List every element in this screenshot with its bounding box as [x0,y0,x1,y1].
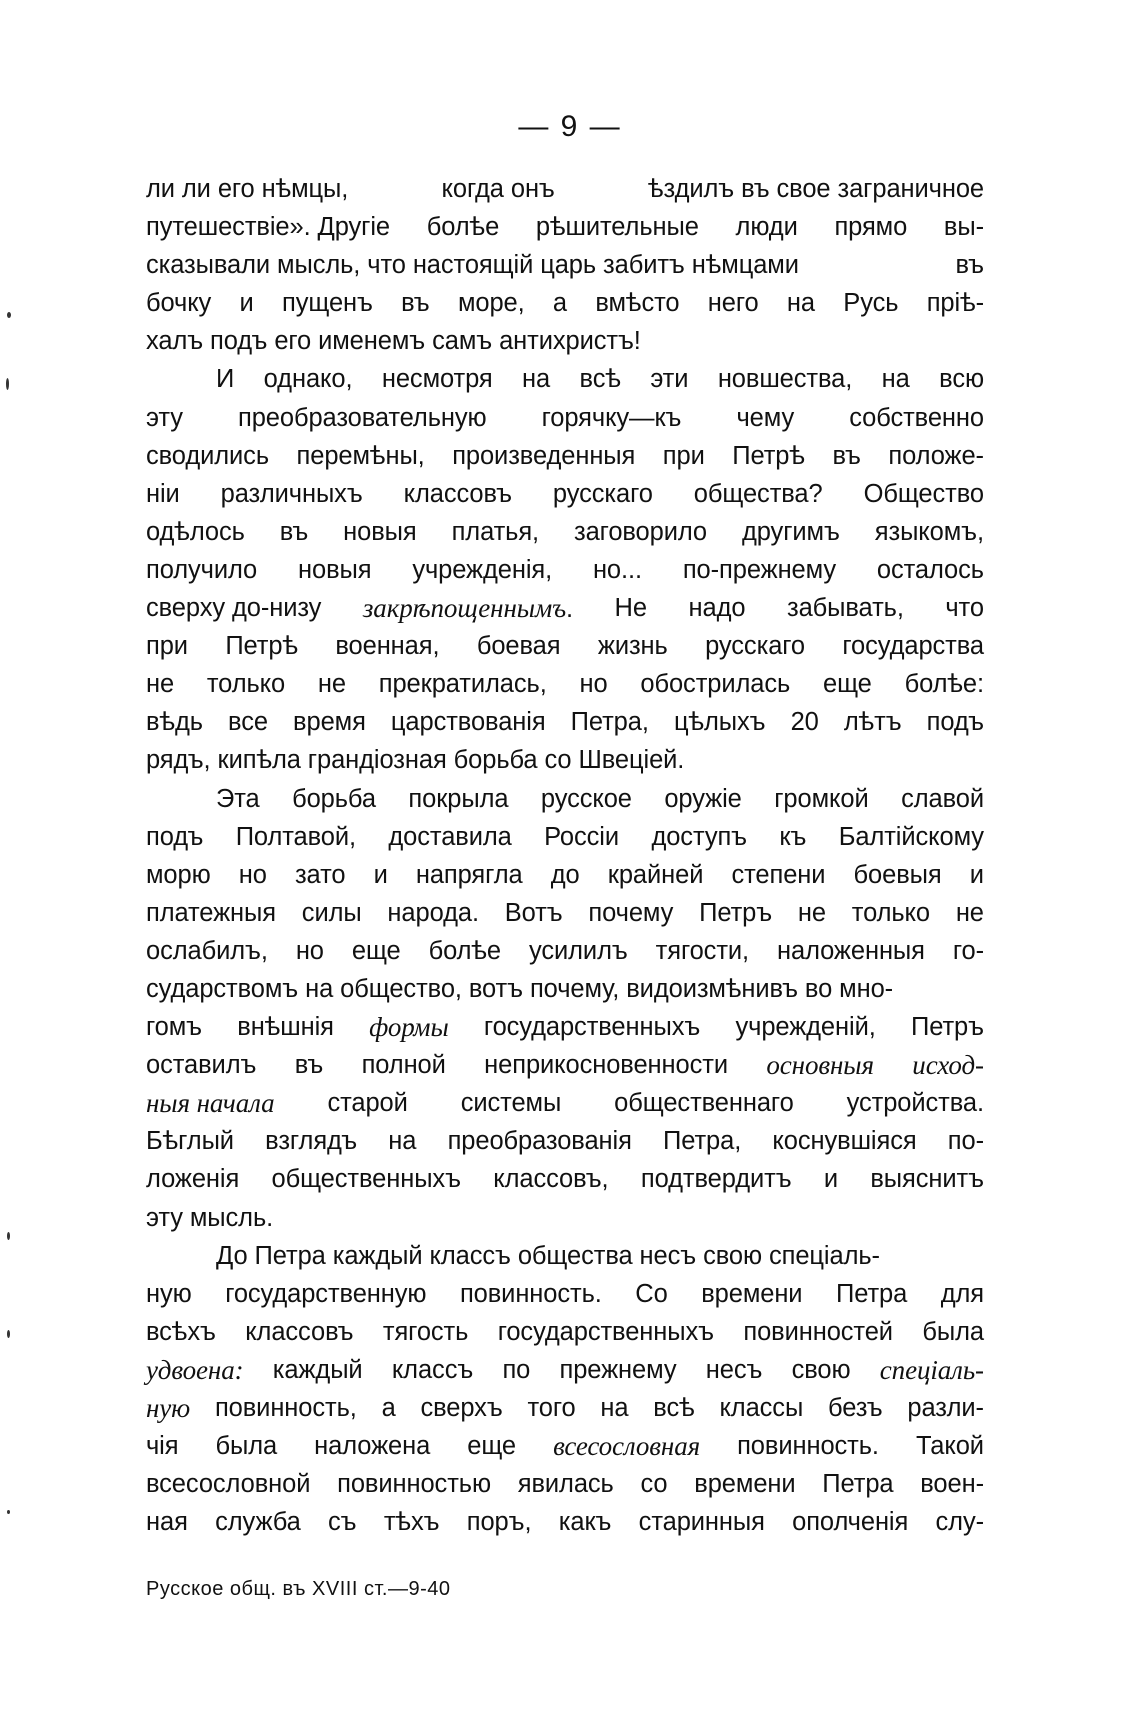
text-line [146,1237,984,1275]
scan-speck [7,1232,10,1240]
text-line [146,1008,984,1046]
text-word: учрежденія, [412,555,553,584]
text-word: степени [731,860,826,889]
text-word: ныя начала [146,1088,275,1119]
text-word: повинность. [459,1279,602,1308]
text-word: морю [146,860,211,889]
text-word: чія [146,1432,179,1461]
text-word: русское [540,784,632,813]
text-word: основныя [766,1050,874,1081]
text-word: всѣхъ [146,1317,216,1346]
text-line [146,1427,984,1465]
text-word: какъ [558,1508,612,1537]
text-line [146,399,984,437]
text-line [146,780,984,818]
text-word: въ [279,517,309,546]
text-word: системы [460,1089,562,1118]
text-word: въ [401,289,430,318]
text-word: надо [688,594,746,623]
text-word: на [522,365,551,394]
text-line [146,437,984,475]
text-word: государственную [225,1279,427,1308]
text-word: наложенныя [777,936,925,965]
text-word: Петръ [910,1013,984,1042]
text-word: всѣ [653,1394,695,1422]
text-line [146,894,984,932]
text-word: вѣдь [146,708,203,737]
text-word: государственныхъ [497,1317,714,1346]
text-word: и [239,289,254,318]
text-word: рядъ, кипѣла грандіозная борьба со Швеціей. [146,746,685,775]
text-line [146,208,984,246]
text-word: классовъ [403,479,512,508]
text-word: но [579,670,608,699]
text-word: доставила [388,822,512,851]
text-word: выяснитъ [870,1165,984,1194]
text-line [146,856,984,894]
text-word: только [206,670,286,699]
text-word: Полтавой, [235,822,356,851]
text-word: внѣшнія [237,1013,334,1042]
text-word: несмотря [381,365,493,394]
text-word: различныхъ [220,479,363,508]
text-line [146,589,984,627]
text-word: тягости, [655,936,750,965]
text-word: ѣздилъ въ свое заграничное [648,175,984,203]
text-word: одѣлось [146,517,245,546]
text-word: До Петра каждый классъ общества несъ свою спеціаль- [216,1241,880,1270]
text-word: славой [901,784,984,813]
text-word: классъ [391,1355,474,1384]
scan-speck [7,1330,10,1338]
text-word: лѣтъ [843,708,902,737]
text-word: русскаго [552,479,653,508]
text-word: эту [146,403,183,432]
text-line [146,322,984,360]
text-word: только [851,898,930,927]
scan-speck [7,312,11,318]
text-word: собственно [849,403,984,432]
text-word: пріѣ- [926,289,984,318]
text-word: а [381,1394,396,1422]
text-word: всю [939,365,984,394]
text-line [146,1122,984,1160]
text-line [146,1275,984,1313]
text-word: ную [146,1393,191,1423]
text-word: классовъ [245,1317,354,1346]
text-word: крайней [607,860,704,889]
text-line [146,1313,984,1351]
text-word: Не [614,594,647,623]
text-word: каждый [272,1355,363,1384]
text-line [146,1046,984,1084]
text-word: когда онъ [441,175,555,203]
text-line [146,170,984,208]
text-word: подъ [146,822,204,851]
text-word: покрыла [408,784,509,813]
text-word: въ [294,1051,324,1080]
text-word: того [527,1394,576,1422]
text-word: Балтійскому [838,822,984,851]
text-word: оставилъ [146,1051,257,1080]
text-word: общественныхъ [271,1165,461,1194]
text-word: ополченія [792,1508,909,1537]
text-word: исход- [912,1050,984,1081]
text-word: не [146,670,175,699]
text-word: языкомъ, [874,517,984,546]
text-word: военная, [335,632,440,661]
text-word: И [216,365,235,394]
text-word: русскаго [705,632,806,661]
text-word: болѣе: [904,670,984,699]
text-word: на [881,365,910,394]
text-word: перемѣны, [296,441,425,470]
text-word: го- [952,936,984,965]
text-word: преобразованія [447,1127,632,1156]
text-word: разли- [907,1394,984,1422]
text-word: но... [592,555,642,584]
text-word: не [955,898,984,927]
text-word: жизнь [597,632,668,661]
text-word: наложена [314,1432,431,1461]
text-word: напрягла [415,860,523,889]
text-word: новыя [343,517,417,546]
text-word: свою [791,1355,851,1384]
text-word: Петра [822,1470,894,1499]
text-line [146,1465,984,1503]
text-word: ную [146,1279,192,1308]
text-word: положе- [888,441,984,470]
text-line [146,970,984,1008]
text-word: повинность, [214,1394,357,1422]
text-word: съ [328,1508,357,1537]
text-line [146,1389,984,1427]
text-word: коснувшіяся [772,1127,917,1156]
text-word: и [823,1165,839,1194]
text-word: забывать, [786,594,904,623]
text-word: ложенія [146,1165,240,1194]
text-word: на [600,1394,629,1422]
text-word: Петрѣ [225,632,298,661]
text-word: времени [694,1470,796,1499]
text-word: подъ [926,708,984,737]
text-line [146,360,984,398]
text-word: старой [327,1089,408,1118]
text-word: народа. [387,898,479,927]
text-word: при [146,632,188,661]
text-line [146,932,984,970]
text-word: классы [719,1394,804,1422]
text-word: море, [457,289,525,318]
text-word: осталось [876,555,984,584]
text-word: при [662,441,705,470]
text-word: боевая [476,632,561,661]
text-word: ніи [146,479,180,508]
text-word: другимъ [741,517,840,546]
text-word: несъ [705,1355,763,1384]
text-word: бочку [146,289,212,318]
text-word: гомъ [146,1013,202,1042]
text-word: боевыя [853,860,942,889]
text-word: Русь [843,289,899,318]
text-word: почему [588,898,674,927]
text-word: оружіе [664,784,742,813]
text-word: и [969,860,984,889]
text-word: по-прежнему [682,555,837,584]
text-word: на [388,1127,417,1156]
text-word: халъ подъ его именемъ самъ антихристъ! [146,327,641,356]
text-word: него [707,289,759,318]
text-word: но [238,860,267,889]
text-word: Петръ [699,898,773,927]
text-word: поръ, [466,1508,532,1537]
text-word: вы- [943,213,984,242]
text-line [146,1160,984,1198]
text-word: цѣлыхъ [673,708,766,737]
text-word: до [550,860,580,889]
text-word: къ [779,822,807,851]
text-word: повинность. [737,1432,879,1461]
text-line [146,703,984,741]
text-word: Россіи [544,822,620,851]
text-line [146,246,984,284]
text-word: спеціаль- [879,1354,984,1385]
text-word: чему [736,403,795,432]
text-word: болѣе [428,936,502,965]
text-word: была [922,1317,984,1346]
text-word: громкой [774,784,869,813]
text-word: Петрѣ [732,441,805,470]
text-word: пущенъ [282,289,373,318]
text-line [146,665,984,703]
text-word: еще [823,670,872,699]
text-word: Такой [915,1432,984,1461]
text-word: Эта [216,784,260,813]
text-word: неприкосновенности [484,1051,728,1080]
text-word: ли ли его нѣмцы, [146,175,349,203]
text-word: явилась [517,1470,614,1499]
text-word: полной [361,1051,446,1080]
text-word: Петра, [570,708,649,737]
page-number: — 9 — [518,110,622,143]
text-line [146,627,984,665]
text-word: тѣхъ [383,1508,440,1537]
text-word: зато [294,860,346,889]
text-word: а [552,289,568,318]
text-word: взглядъ [265,1127,358,1156]
text-word: Петра [835,1279,908,1308]
text-word: общественнаго [614,1089,794,1118]
text-word: воен- [920,1470,984,1499]
text-word: эту мысль. [146,1203,274,1232]
text-line [146,818,984,856]
text-word: однако, [263,365,353,394]
footer-signature: Русское общ. въ XVIII ст.—9-40 [146,1578,451,1600]
text-word: тягость [382,1317,469,1346]
text-word: путешествіе». Другіе [146,213,391,242]
text-word: люди [735,213,798,242]
text-word: служба [215,1508,301,1537]
text-line [146,475,984,513]
text-word: въ [955,251,984,280]
text-line [146,284,984,322]
text-word: еще [467,1432,517,1461]
text-word: государства [842,632,984,661]
text-word: вмѣсто [595,289,680,318]
text-word: Общество [863,479,984,508]
scan-speck [7,1510,10,1514]
text-word: Бѣглый [146,1127,234,1156]
text-word: старинныя [638,1508,765,1537]
text-word: доступъ [651,822,748,851]
text-word: повинностей [743,1317,893,1346]
text-word: и [373,860,388,889]
text-word: безъ [828,1394,883,1422]
text-word: горячку—къ [541,403,682,432]
text-word: слу- [935,1508,984,1537]
text-word: что [945,594,984,623]
text-word: но [295,936,324,965]
text-word: сверху до-низу [146,594,322,623]
text-word: закрѣпощеннымъ. [362,593,573,624]
text-word: болѣе [426,213,500,242]
scan-speck [6,378,9,390]
text-word: всесословная [553,1431,701,1462]
text-word: Со [635,1279,668,1308]
text-word: получило [146,555,258,584]
text-word: Петра, [663,1127,742,1156]
text-line [146,1084,984,1122]
text-word: сводились [146,441,270,470]
text-word: сверхъ [420,1394,503,1422]
text-word: платья, [451,517,540,546]
text-word: сударствомъ на общество, вотъ почему, видоизмѣнивъ во мно- [146,974,894,1003]
text-word: новшества, [717,365,853,394]
text-word: была [215,1432,278,1461]
text-word: царствованія [390,708,546,737]
text-word: Вотъ [504,898,563,927]
text-word: государственныхъ [483,1013,701,1042]
text-word: прежнему [559,1355,677,1384]
text-word: время [293,708,366,737]
text-word: обострилась [640,670,791,699]
text-word: прекратилась, [378,670,547,699]
text-word: 20 [790,708,819,737]
text-word: преобразовательную [237,403,487,432]
text-word: не [317,670,346,699]
text-word: силы [301,898,362,927]
text-word: произведенныя [452,441,636,470]
text-word: все [228,708,268,737]
text-line [146,1351,984,1389]
text-word: въ [832,441,861,470]
text-word: борьба [292,784,376,813]
text-word: не [797,898,826,927]
body-text [146,170,984,1541]
text-word: повинностью [337,1470,491,1499]
text-word: формы [369,1012,449,1043]
text-word: по [502,1355,531,1384]
text-line [146,1199,984,1237]
text-word: прямо [834,213,908,242]
text-word: времени [701,1279,803,1308]
text-word: удвоена: [146,1354,244,1385]
text-word: для [940,1279,984,1308]
text-word: платежныя [146,898,276,927]
text-word: сказывали мысль, что настоящій царь забитъ нѣмцами [146,251,799,280]
text-word: общества? [693,479,823,508]
text-word: на [786,289,815,318]
text-word: эти [650,365,689,394]
text-word: всѣ [579,365,621,394]
text-word: рѣшительные [535,213,699,242]
text-word: новыя [298,555,372,584]
text-word: устройства. [846,1089,984,1118]
text-word: всесословной [146,1470,311,1499]
text-word: ная [146,1508,188,1537]
text-word: еще [351,936,401,965]
text-word: подтвердитъ [640,1165,792,1194]
text-line [146,551,984,589]
text-word: усилилъ [528,936,628,965]
text-line [146,513,984,551]
text-word: со [640,1470,668,1499]
text-line [146,741,984,779]
text-word: по- [947,1127,984,1156]
text-word: классовъ, [493,1165,609,1194]
text-word: заговорило [574,517,708,546]
text-word: ослабилъ, [146,936,268,965]
text-word: учрежденій, [735,1013,876,1042]
text-line [146,1503,984,1541]
